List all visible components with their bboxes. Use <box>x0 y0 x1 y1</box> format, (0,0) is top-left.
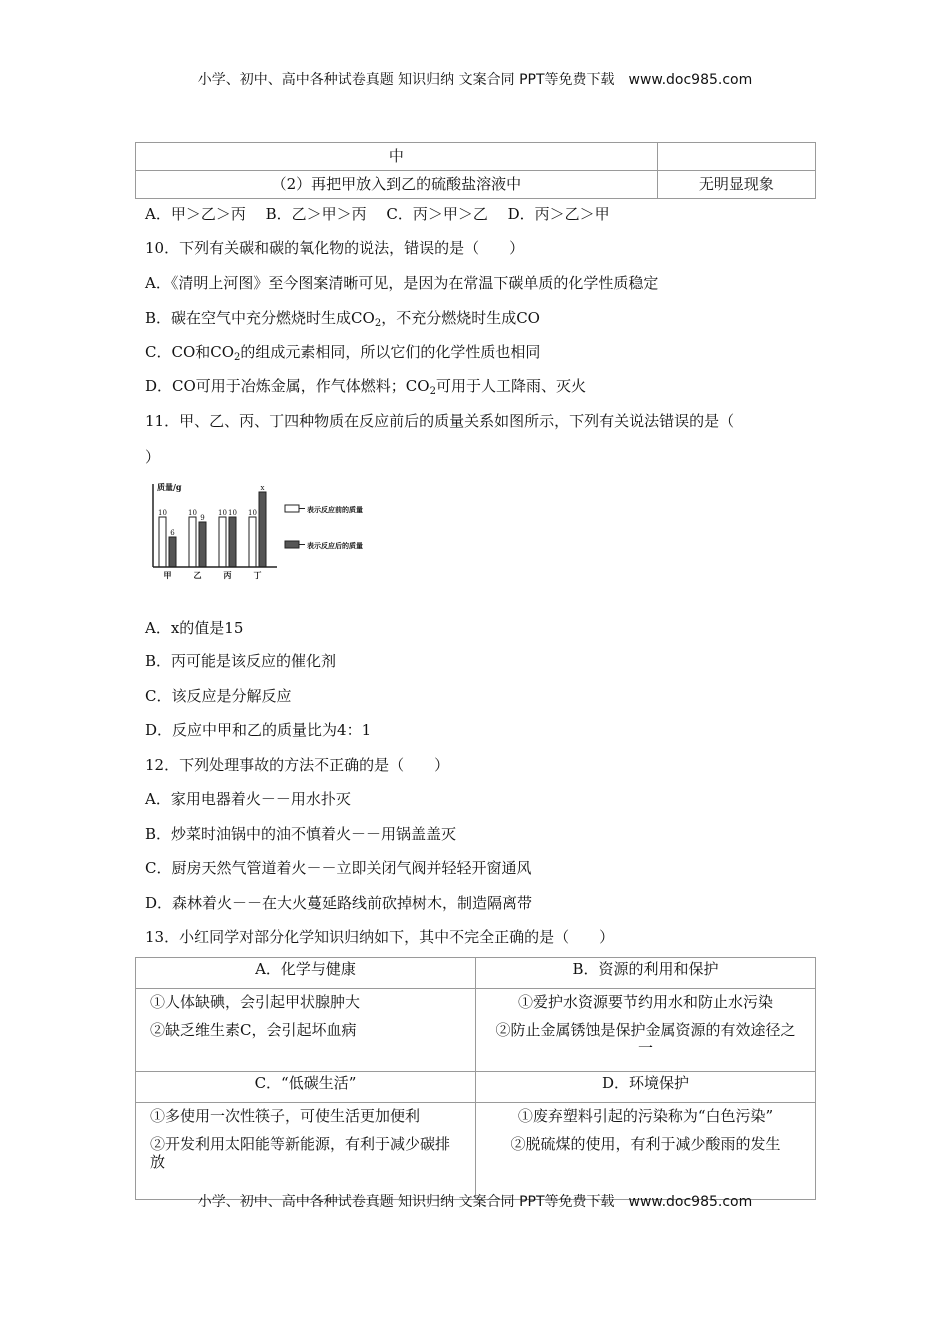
cell-b-heading: B．资源的利用和保护 <box>476 958 816 989</box>
table-cell: （2）再把甲放入到乙的硫酸盐溶液中 <box>136 171 658 199</box>
legend-label: 表示反应后的质量 <box>307 541 363 550</box>
cell-c-body <box>136 1103 476 1200</box>
bar-after <box>259 492 266 567</box>
q10-option-c: C．CO和$CO_2$的组成元素相同，所以它们的化学性质也相同 <box>145 343 541 363</box>
category-label: 丁 <box>253 570 262 580</box>
q10-stem: 10．下列有关碳和碳的氧化物的说法，错误的是（ ） <box>145 239 525 257</box>
q11-stem-cont: ） <box>145 448 161 466</box>
cell-a-item-2: ②缺乏维生素C，会引起坏血病 <box>150 1021 357 1039</box>
page-header: 小学、初中、高中各种试卷真题 知识归纳 文案合同 PPT等免费下载 www.doc985.com <box>197 72 753 88</box>
bar-after <box>169 537 176 567</box>
cell-c-item-2: ②开发利用太阳能等新能源，有利于减少碳排放 <box>150 1135 451 1171</box>
bar-value-label: x <box>260 484 265 492</box>
q12-option-b: B．炒菜时油锅中的油不慎着火－－用锅盖盖灭 <box>145 825 457 843</box>
q12-option-c: C．厨房天然气管道着火－－立即关闭气阀并轻轻开窗通风 <box>145 859 532 877</box>
bar-value-label: 10 <box>158 509 167 517</box>
q10-option-d: D．CO可用于冶炼金属，作气体燃料；$CO_2$可用于人工降雨、灭火 <box>145 377 586 397</box>
y-axis-label: 质量/g <box>157 482 182 492</box>
table-cell: 无明显现象 <box>657 171 815 199</box>
cell-d-item-1: ①废弃塑料引起的污染称为“白色污染” <box>517 1107 774 1125</box>
bar-value-label: 10 <box>188 509 197 517</box>
bar-value-label: 10 <box>218 509 227 517</box>
cell-c-item-1: ①多使用一次性筷子，可使生活更加便利 <box>150 1107 421 1125</box>
bar-after <box>229 517 236 567</box>
q12-option-a: A．家用电器着火－－用水扑灭 <box>145 790 351 808</box>
cell-c-heading: C．“低碳生活” <box>136 1072 476 1103</box>
category-label: 甲 <box>163 570 172 580</box>
knowledge-table <box>135 957 816 1200</box>
table-cell: 中 <box>136 143 658 171</box>
bar-before <box>189 517 196 567</box>
cell-d-body <box>476 1103 816 1200</box>
q10-option-b: B．碳在空气中充分燃烧时生成$CO_2$，不充分燃烧时生成CO <box>145 309 540 329</box>
bar-value-label: 9 <box>200 514 205 522</box>
q11-option-d: D．反应中甲和乙的质量比为4：1 <box>145 721 372 739</box>
bar-after <box>199 522 206 567</box>
q13-stem: 13．小红同学对部分化学知识归纳如下，其中不完全正确的是（ ） <box>145 928 615 946</box>
q9-options: A．甲＞乙＞丙 B．乙＞甲＞丙 C．丙＞甲＞乙 D．丙＞乙＞甲 <box>145 205 610 223</box>
legend-label: 表示反应前的质量 <box>307 505 363 514</box>
bar-before <box>249 517 256 567</box>
q11-option-a: A．x的值是15 <box>145 619 244 637</box>
cell-b-item-1: ①爱护水资源要节约用水和防止水污染 <box>517 993 773 1011</box>
legend-swatch <box>285 505 299 512</box>
q11-stem: 11．甲、乙、丙、丁四种物质在反应前后的质量关系如图所示，下列有关说法错误的是（ <box>145 412 735 430</box>
experiment-table <box>135 142 816 199</box>
bar-value-label: 10 <box>228 509 237 517</box>
cell-d-item-2: ②脱硫煤的使用，有利于减少酸雨的发生 <box>510 1135 781 1153</box>
table-cell <box>657 143 815 171</box>
q11-option-c: C．该反应是分解反应 <box>145 687 292 705</box>
q12-option-d: D．森林着火－－在大火蔓延路线前砍掉树木，制造隔离带 <box>145 894 533 912</box>
cell-a-body <box>136 989 476 1072</box>
q10-option-a: A．《清明上河图》至今图案清晰可见，是因为在常温下碳单质的化学性质稳定 <box>145 274 659 292</box>
legend-swatch <box>285 541 299 548</box>
bar-before <box>159 517 166 567</box>
bar-value-label: 6 <box>170 529 175 537</box>
category-label: 乙 <box>193 570 202 580</box>
cell-b-item-2: ②防止金属锈蚀是保护金属资源的有效途径之一 <box>495 1021 796 1057</box>
bar-before <box>219 517 226 567</box>
q12-stem: 12．下列处理事故的方法不正确的是（ ） <box>145 756 450 774</box>
mass-bar-chart <box>145 479 385 581</box>
q11-option-b: B．丙可能是该反应的催化剂 <box>145 652 337 670</box>
cell-b-body <box>476 989 816 1072</box>
bar-value-label: 10 <box>248 509 257 517</box>
cell-a-heading: A．化学与健康 <box>136 958 476 989</box>
cell-d-heading: D．环境保护 <box>476 1072 816 1103</box>
cell-a-item-1: ①人体缺碘，会引起甲状腺肿大 <box>150 993 361 1011</box>
category-label: 丙 <box>223 570 232 580</box>
page-footer: 小学、初中、高中各种试卷真题 知识归纳 文案合同 PPT等免费下载 www.doc985.com <box>197 1194 753 1210</box>
